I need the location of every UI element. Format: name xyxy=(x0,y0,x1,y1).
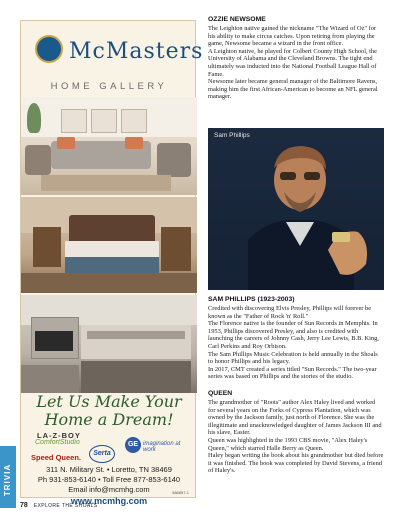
ad-contact-info xyxy=(21,465,197,507)
article-paragraph: A Leighton native, he played for Colbert County High School, the University of Alabama and the Cleveland Browns. The tight end ultimately was inducted into the National Football League Hall of Fame. xyxy=(208,47,377,78)
trivia-tab-label: TRIVIA xyxy=(3,463,12,497)
mcmasters-logo xyxy=(21,27,204,97)
ge-slogan: imagination at work xyxy=(143,441,181,453)
portrait-illustration xyxy=(208,128,384,290)
photo-caption: Sam Phillips xyxy=(214,132,250,139)
serta-logo: Serta xyxy=(89,445,115,463)
lazboy-logo: LA-Z-BOY xyxy=(37,431,81,440)
article-paragraph: Haley began writing the book about his grandmother but died before it was finished. The book was completed by David Stevens, a friend of Haley's. xyxy=(208,452,384,475)
article-paragraph: The grandmother of "Roots" author Alex Haley lived and worked for several years on the Forks of Cypress Plantation, which was owned by the Jackson family, just north of Florence. She was the illegitimate and unacknowledged daughter of James Jackson III and his slave, Easter. xyxy=(208,399,382,437)
article-queen xyxy=(208,390,384,475)
article-ozzie-newsome xyxy=(208,16,384,101)
publication-name: EXPLORE THE SHOALS xyxy=(33,503,98,509)
article-heading: SAM PHILLIPS (1923-2003) xyxy=(208,296,295,303)
ad-code: 986857-1 xyxy=(172,490,189,495)
brand-logos xyxy=(29,431,189,465)
article-sam-phillips xyxy=(208,296,384,381)
logo-name: McMasters xyxy=(69,39,204,64)
logo-emblem-icon xyxy=(35,35,63,63)
article-paragraph: Queen was highlighted in the 1993 CBS movie, "Alex Haley's Queen," which starred Halle Berry as Queen. xyxy=(208,436,368,452)
living-room-photo xyxy=(21,97,197,195)
bedroom-photo xyxy=(21,197,197,293)
article-paragraph: In 2017, CMT created a series titled "Sun Records." The two-year series was based on Phillips and the stories of the studio. xyxy=(208,365,377,381)
page-footer xyxy=(20,502,98,509)
tagline-line-2: Home a Dream! xyxy=(44,410,174,429)
article-paragraph: Credited with discovering Elvis Presley, Phillips will forever be known as the "Father of Rock 'n' Roll." xyxy=(208,305,372,320)
article-heading: OZZIE NEWSOME xyxy=(208,16,266,23)
comfortstudio-logo: ComfortStudio xyxy=(35,439,80,446)
kitchen-photo xyxy=(21,295,197,393)
store-email[interactable]: Email info@mcmhg.com xyxy=(68,485,150,494)
article-paragraph: The Florence native is the founder of Sun Records in Memphis. In 1953, Phillips discovered Presley, and also is credited with launching the careers of Johnny Cash, Jerry Lee Lewis, B.B. King, Carl Perkins and Roy Orbison. xyxy=(208,320,379,350)
store-website-link[interactable]: www.mcmhg.com xyxy=(70,496,148,506)
speed-queen-logo: Speed Queen. xyxy=(31,453,82,462)
sam-phillips-photo xyxy=(208,128,384,290)
page-number: 78 xyxy=(20,502,28,509)
store-phone: Ph 931-853-6140 • Toll Free 877-853-6140 xyxy=(37,475,181,484)
ge-logo-icon: GE xyxy=(125,437,141,453)
article-heading: QUEEN xyxy=(208,390,233,397)
article-paragraph: The Sam Phillips Music Celebration is held annually in the Shoals to honor Phillips and his legacy. xyxy=(208,350,378,366)
article-paragraph: The Leighton native gained the nickname "The Wizard of Oz" for his ability to make circus catches. Upon retiring from playing the game, Newsome became a wizard in the front office. xyxy=(208,25,377,48)
tagline-line-1: Let Us Make Your xyxy=(36,392,182,411)
article-paragraph: Newsome later became general manager of the Baltimore Ravens, making him the first African-American to become an NFL general manager. xyxy=(208,78,378,101)
logo-subtitle: HOME GALLERY xyxy=(50,81,168,92)
store-address: 311 N. Military St. • Loretto, TN 38469 xyxy=(46,465,172,474)
